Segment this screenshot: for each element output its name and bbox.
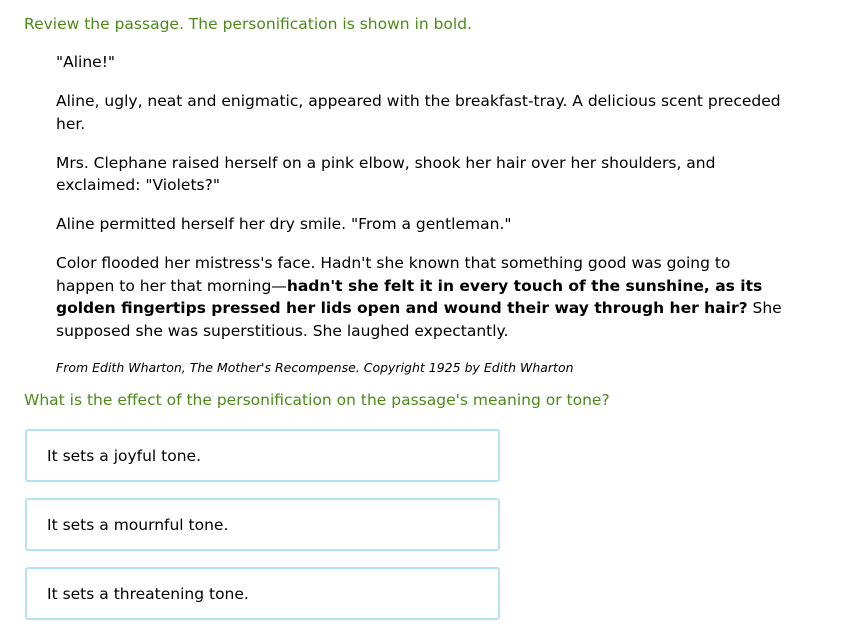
question-text: What is the effect of the personification on the passage's meaning or tone?	[24, 391, 610, 409]
passage-paragraph-4: Aline permitted herself her dry smile. "From a gentleman."	[56, 215, 512, 233]
passage-paragraph-2: Aline, ugly, neat and enigmatic, appeared with the breakfast-tray. A delicious scent preceded her.	[56, 92, 781, 133]
passage-paragraph-1: "Aline!"	[56, 53, 116, 71]
answer-choice-label: It sets a threatening tone.	[47, 584, 249, 603]
passage-paragraph-3: Mrs. Clephane raised herself on a pink elbow, shook her hair over her shoulders, and exclaimed: "Violets?"	[56, 153, 716, 194]
instruction-prompt: Review the passage. The personification is shown in bold.	[24, 15, 472, 33]
answer-choice-threatening[interactable]	[25, 567, 500, 620]
answer-choice-joyful[interactable]	[25, 429, 500, 482]
passage-paragraph-5	[56, 252, 791, 342]
personification-bold-text: hadn't she felt it in every touch of the sunshine, as its golden fingertips pressed her lids open and wound their way through her hair?	[56, 276, 763, 317]
passage-citation: From Edith Wharton, The Mother's Recompense. Copyright 1925 by Edith Wharton	[56, 359, 574, 375]
answer-choices	[25, 429, 500, 636]
passage-text-after-personification: She supposed she was superstitious. She laughed expectantly.	[56, 299, 782, 340]
passage	[56, 51, 791, 377]
answer-choice-label: It sets a joyful tone.	[47, 446, 202, 465]
answer-choice-label: It sets a mournful tone.	[47, 515, 229, 534]
answer-choice-mournful[interactable]	[25, 498, 500, 551]
passage-text-before-personification: Color flooded her mistress's face. Hadn't she known that something good was going to happen to her that morning—	[56, 254, 731, 295]
